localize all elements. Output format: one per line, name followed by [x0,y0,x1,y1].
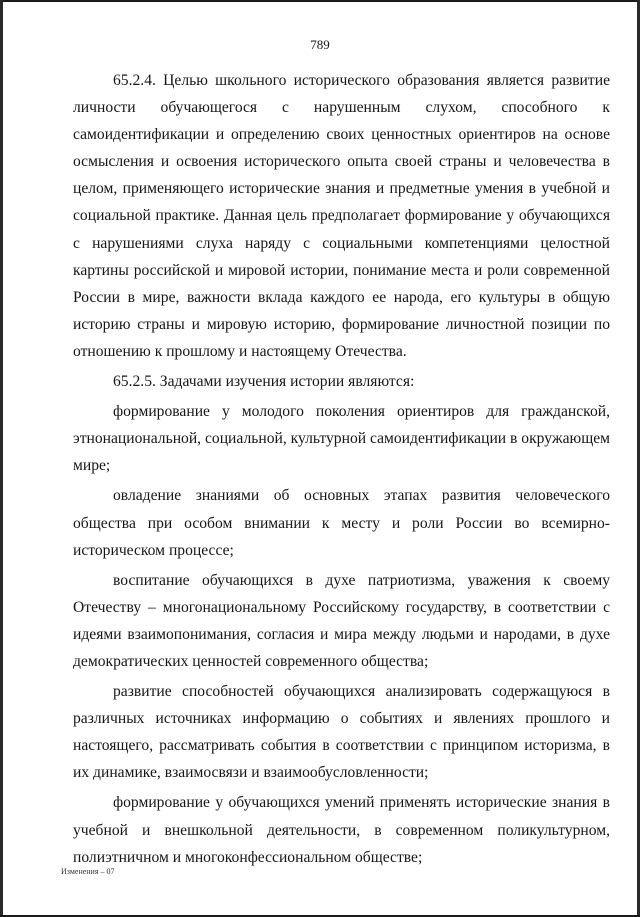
paragraph-task-3: воспитание обучающихся в духе патриотизма, уважения к своему Отечеству – многонациональному Российскому государству, в соответствии с идеями взаимопонимания, согласия и мира между людьми и народами, в духе демократических ценностей современного общества; [73,571,610,670]
scan-border-left [0,0,3,917]
scan-border-top [0,0,640,2]
paragraph-task-1: формирование у молодого поколения ориентиров для гражданской, этнонациональной, социальной, культурной самоидентификации в окружающем мире; [73,403,610,475]
paragraph-task-4: развитие способностей обучающихся анализировать содержащуюся в различных источниках информацию о событиях и явлениях прошлого и настоящего, рассматривать события в соответствии с принципом историзма, в их динамике, взаимосвязи и взаимообусловленности; [73,683,610,782]
page-number: 789 [310,37,330,52]
paragraph-tasks-heading: 65.2.5. Задачами изучения истории являются: [113,373,415,391]
paragraph-task-2: овладение знаниями об основных этапах развития человеческого общества при особом внимании к месту и роли России во всемирно-историческом процессе; [73,487,610,559]
document-body [73,67,610,874]
footer-note: Изменения – 07 [61,867,115,876]
paragraph-goal: 65.2.4. Целью школьного исторического образования является развитие личности обучающегося с нарушенным слухом, способного к самоидентификации и определению своих ценностных ориентиров на основе осмысления и освоения исторического опыта своей страны и человечества в целом, применяющего исторические знания и предметные умения в учебной и социальной практике. Данная цель предполагает формирование у обучающихся с нарушениями слуха наряду с социальными компетенциями целостной картины российской и мировой истории, понимание места и роли современной России в мире, важности вклада каждого ее народа, его культуры в общую историю страны и мировую историю, формирование личностной позиции по отношению к прошлому и настоящему Отечества. [73,72,610,360]
paragraph-task-5: формирование у обучающихся умений применять исторические знания в учебной и внешкольной деятельности, в современном поликультурном, полиэтничном и многоконфессиональном обществе; [73,794,610,866]
